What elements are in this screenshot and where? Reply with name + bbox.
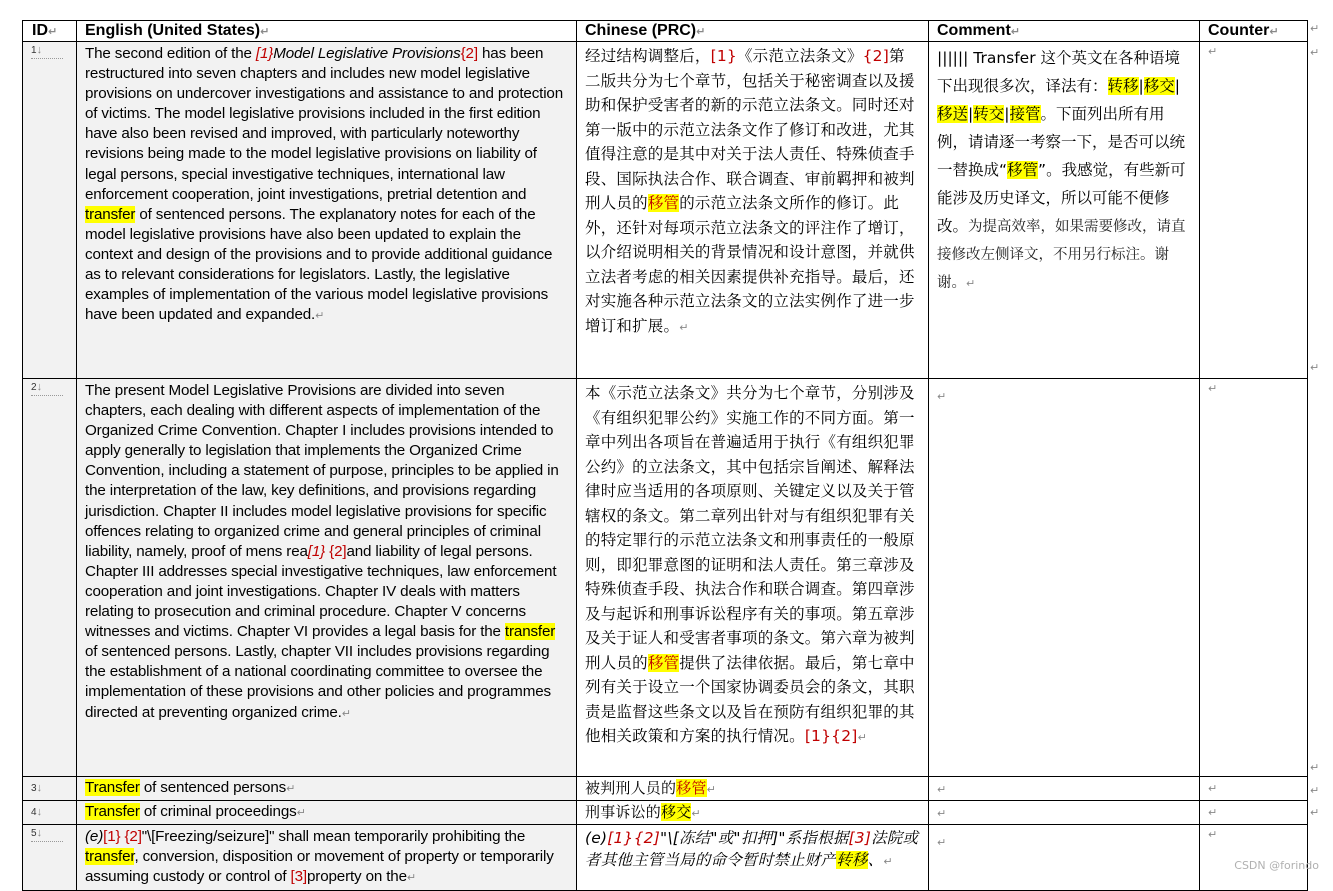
- paragraph-mark: ↵: [966, 277, 976, 290]
- watermark: CSDN @forindo: [1234, 859, 1319, 872]
- inline-tag: [1}: [307, 542, 326, 560]
- paragraph-mark: ↵: [406, 872, 416, 885]
- english-source-cell[interactable]: [77, 777, 577, 801]
- comment-cell[interactable]: [929, 825, 1200, 891]
- text-run: "\[Freezing/seizure]" shall mean temporarily prohibiting the: [141, 828, 526, 845]
- counter-cell: ↵: [1200, 801, 1308, 825]
- inline-tag: [3]: [848, 829, 872, 847]
- row-id-cell: 5↓: [23, 825, 77, 891]
- row-end-mark: ↵: [1310, 785, 1320, 797]
- table-row: [23, 379, 1308, 777]
- row-end-mark: ↵: [1310, 807, 1320, 819]
- english-source-cell[interactable]: [77, 379, 577, 777]
- paragraph-mark: ↵: [296, 807, 306, 819]
- comment-cell[interactable]: [929, 801, 1200, 825]
- inline-tag: {2]: [329, 542, 347, 560]
- text-run: 经过结构调整后，: [585, 47, 711, 65]
- row-end-markers: [1308, 20, 1333, 862]
- inline-tag: [3]: [290, 868, 307, 886]
- text-run: The second edition of the: [85, 45, 256, 62]
- highlighted-term: Transfer: [85, 779, 140, 796]
- english-source-cell[interactable]: [77, 825, 577, 891]
- english-source-cell[interactable]: [77, 801, 577, 825]
- header-counter[interactable]: Counter↵: [1200, 21, 1308, 42]
- text-run: The present Model Legislative Provisions are divided into seven chapters, each dealing with different aspects of implementation of the Organized Crime Convention. Chapter I includes provisions intended to apply generally to legislation that implements the Organized Crime Convention, including a statement of purpose, principles to be applied in the interpretation of the law, key definitions, and provisions regarding jurisdiction. Chapter II includes model legislative provisions for specific offences relating to organized crime and general principles of criminal liability, namely, proof of mens rea: [85, 382, 559, 560]
- row-end-mark: ↵: [1310, 362, 1320, 374]
- text-run: 。下面列出所有用例，请请逐一考察一下，是否可以统一替换成“: [937, 105, 1186, 179]
- header-id[interactable]: ID↵: [23, 21, 77, 42]
- text-run: 被判刑人员的: [585, 779, 677, 797]
- paragraph-mark: ↵: [937, 390, 947, 403]
- paragraph-mark: ↵: [679, 320, 689, 334]
- text-run: 为提高效率，如果需要修改，请直接修改左侧译文，不用另行标注。谢谢。: [937, 219, 1186, 291]
- text-run: (e): [585, 829, 608, 847]
- comment-cell[interactable]: [929, 379, 1200, 777]
- table-row: [23, 42, 1308, 379]
- header-row: [23, 21, 1308, 42]
- highlighted-term: 移交: [661, 803, 692, 821]
- english-source-cell[interactable]: [77, 42, 577, 379]
- inline-tag: [1}: [710, 47, 737, 65]
- comment-cell[interactable]: [929, 777, 1200, 801]
- highlighted-term: 转移: [836, 851, 868, 869]
- highlighted-term: 移管: [1007, 161, 1039, 179]
- inline-tag: [1}: [103, 828, 121, 845]
- text-run: 本《示范立法条文》共分为七个章节，分别涉及《有组织犯罪公约》实施工作的不同方面。第一章中列出各项旨在普遍适用于执行《有组织犯罪公约》的立法条文，其中包括宗旨阐述、解释法律时应当适用的各项原则、关键定义以及关于管辖权的条文。第二章列出针对与有组织犯罪有关的特定罪行的示范立法条文和刑事责任的一般原则，即犯罪意图的证明和法人责任。第三章涉及特殊侦查手段、执法合作和联合调查。第四章涉及与起诉和刑事诉讼程序有关的事项。第五章涉及关于证人和受害者事项的条文。第六章为被判刑人员的: [585, 384, 915, 672]
- text-run: of sentenced persons. The explanatory notes for each of the model legislative provisions have also been updated to explain the context and design of the provisions and to provide additional guidance as to relevant considerations for legislators. Lastly, the legislative examples of implementation of the various model legislative provisions have been updated and expanded.: [85, 205, 553, 324]
- translation-table: [22, 20, 1308, 891]
- row-id-cell: 4↓: [23, 801, 77, 825]
- text-run: 第二版共分为七个章节，包括关于秘密调查以及援助和保护受害者的新的示范立法条文。同时还对第一版中的示范立法条文作了修订和改进，尤其值得注意的是其中对关于法人责任、特殊侦查手段、国际执法合作、联合调查、审前羁押和被判刑人员的: [585, 47, 915, 212]
- text-run: 刑事诉讼的: [585, 803, 662, 821]
- highlighted-term: 移管: [647, 194, 680, 212]
- inline-tag: {2]: [124, 828, 142, 845]
- highlighted-term: 接管: [1009, 105, 1041, 123]
- inline-tag: [1}{2]: [607, 829, 660, 847]
- highlighted-term: transfer: [85, 205, 136, 223]
- highlighted-term: 转交: [973, 105, 1005, 123]
- highlighted-term: 移管: [676, 779, 707, 797]
- row-end-mark: ↵: [1310, 23, 1320, 35]
- counter-cell: ↵: [1200, 777, 1308, 801]
- text-run: has been restructured into seven chapters and includes new model legislative provisions on undercover investigations and assistance to and protection of victims. The model legislative provisions included in the first edition have also been revised and improved, with particularly noteworthy revisions being made to the model legislative provisions on liability of legal persons, special investigative techniques, international law enforcement cooperation, joint investigations, pretrial detention and: [85, 45, 564, 203]
- header-english[interactable]: English (United States)↵: [77, 21, 577, 42]
- paragraph-mark: ↵: [691, 807, 701, 820]
- paragraph-mark: ↵: [937, 783, 947, 796]
- table-row: [23, 825, 1308, 891]
- comment-cell[interactable]: [929, 42, 1200, 379]
- paragraph-mark: ↵: [883, 855, 893, 868]
- paragraph-mark: ↵: [315, 310, 325, 323]
- chinese-target-cell[interactable]: [577, 825, 929, 891]
- text-run: Model Legislative Provisions: [273, 45, 461, 62]
- paragraph-mark: ↵: [937, 836, 947, 849]
- text-run: (e): [85, 828, 104, 845]
- text-run: |||||| Transfer 这个英文在各种语境下出现很多次，译法有：: [937, 49, 1181, 95]
- text-run: of criminal proceedings: [139, 803, 297, 820]
- highlighted-term: 移交: [1143, 77, 1175, 95]
- row-end-mark: ↵: [1310, 762, 1320, 774]
- text-run: |: [1138, 77, 1144, 95]
- text-run: "\[冻结"或"扣押]"系指根据: [659, 829, 849, 847]
- text-run: 的示范立法条文所作的修订。此外，还针对每项示范立法条文的评注作了增订，以介绍说明相关的背景情况和设计意图，并就供立法者考虑的相关因素提供补充指导。最后，还对实施各种示范立法条文的立法实例作了进一步增订和扩展。: [585, 194, 915, 335]
- counter-cell: ↵: [1200, 379, 1308, 777]
- paragraph-mark: ↵: [706, 783, 717, 796]
- text-run: 提供了法律依据。最后，第七章中列有关于设立一个国家协调委员会的条文，其职责是监督这些条文以及旨在预防有组织犯罪的其他相关政策和方案的执行情况。: [585, 653, 915, 745]
- highlighted-term: 转移: [1107, 77, 1139, 95]
- text-run: and liability of legal persons. Chapter III addresses special investigative techniques, law enforcement cooperation and joint investigations. Chapter IV deals with matters relating to prosecution and criminal procedure. Chapter V concerns witnesses and victims. Chapter VI provides a legal basis for the: [85, 542, 557, 641]
- inline-tag: [1}{2]: [804, 727, 858, 745]
- row-end-mark: ↵: [1310, 47, 1320, 59]
- inline-tag: {2]: [862, 47, 889, 65]
- text-run: , conversion, disposition or movement of property or temporarily assuming custody or control of: [85, 848, 554, 886]
- table-row: [23, 777, 1308, 801]
- highlighted-term: 移送: [937, 105, 969, 123]
- paragraph-mark: ↵: [341, 707, 351, 720]
- highlighted-term: transfer: [504, 623, 556, 641]
- header-chinese[interactable]: Chinese (PRC)↵: [577, 21, 929, 42]
- chinese-target-cell[interactable]: [577, 777, 929, 801]
- row-id-cell: 1↓: [23, 42, 77, 379]
- counter-cell: ↵: [1200, 825, 1308, 891]
- paragraph-mark: ↵: [857, 731, 867, 744]
- text-run: |: [1004, 105, 1010, 123]
- inline-tag: {2]: [460, 45, 478, 62]
- text-run: |: [1174, 77, 1181, 95]
- inline-tag: [1}: [255, 45, 274, 62]
- paragraph-mark: ↵: [286, 783, 296, 795]
- row-id-cell: 3↓: [23, 777, 77, 801]
- text-run: property on the: [306, 868, 407, 886]
- highlighted-term: transfer: [85, 848, 135, 866]
- text-run: 、: [867, 851, 884, 869]
- text-run: of sentenced persons. Lastly, chapter VII includes provisions regarding the establishment of a national coordinating committee to oversee the implementation of these provisions and other policies and programmes directed at preventing organized crime.: [85, 643, 551, 721]
- counter-cell: ↵: [1200, 42, 1308, 379]
- chinese-target-cell[interactable]: [577, 42, 929, 379]
- table-row: [23, 801, 1308, 825]
- text-run: ”。我感觉，有些新可能涉及历史译文，所以可能不便修改。: [937, 161, 1186, 235]
- text-run: |: [968, 105, 974, 123]
- chinese-target-cell[interactable]: [577, 379, 929, 777]
- highlighted-term: 移管: [647, 653, 680, 672]
- text-run: 《示范立法条文》: [736, 47, 863, 65]
- paragraph-mark: ↵: [937, 807, 947, 820]
- header-comment[interactable]: Comment↵: [929, 21, 1200, 42]
- text-run: 法院或者其他主管当局的命令暂时禁止财产: [585, 829, 919, 869]
- row-id-cell: 2↓: [23, 379, 77, 777]
- highlighted-term: Transfer: [85, 803, 140, 820]
- text-run: of sentenced persons: [139, 779, 287, 796]
- chinese-target-cell[interactable]: [577, 801, 929, 825]
